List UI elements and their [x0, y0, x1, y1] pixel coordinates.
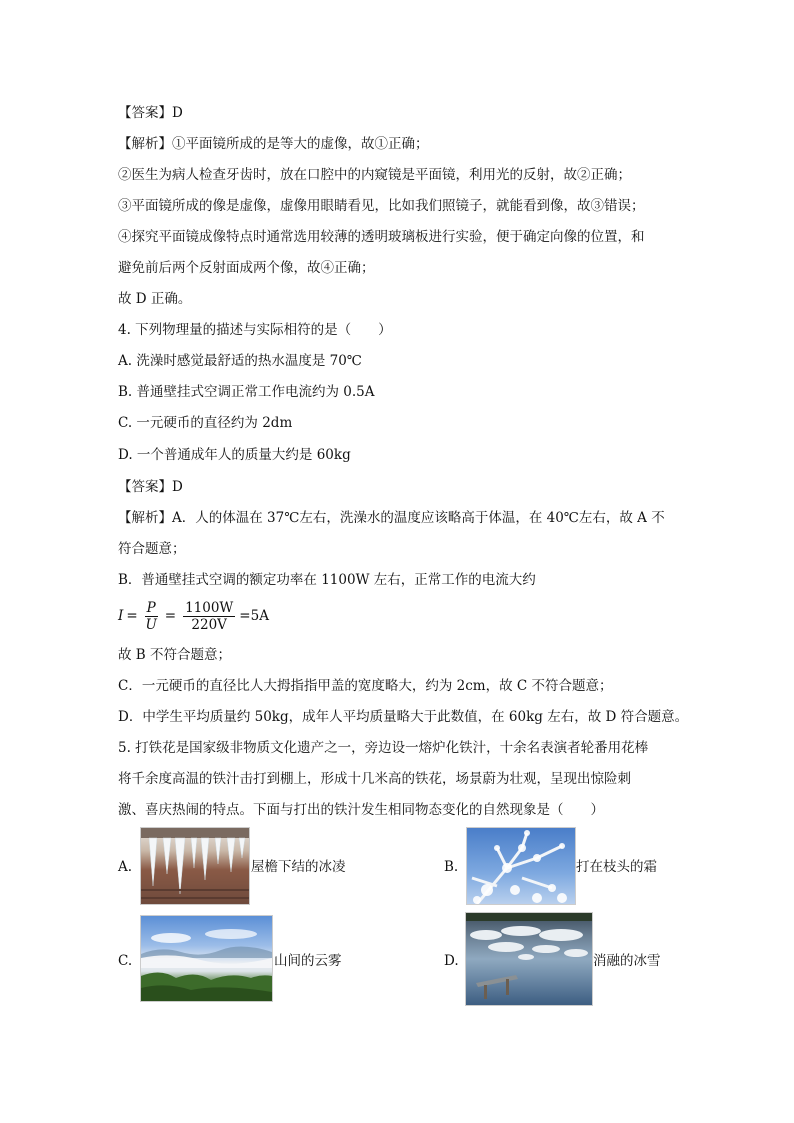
analysis-line: 故 B 不符合题意； [118, 647, 232, 663]
question-5-cont: 将千余度高温的铁汁击打到棚上，形成十几米高的铁花，场景蔚为壮观，呈现出惊险刺 [118, 771, 631, 787]
option-c-letter: C. [118, 953, 133, 969]
option-b-caption: 打在枝头的霜 [576, 859, 657, 875]
option-a: A. 洗澡时感觉最舒适的热水温度是 70℃ [118, 353, 362, 369]
option-d-letter: D. [444, 953, 459, 969]
option-b: B. 普通壁挂式空调正常工作电流约为 0.5A [118, 384, 375, 400]
formula-result: =5A [239, 608, 269, 624]
formula-num1: P [146, 599, 156, 616]
analysis-line: ④探究平面镜成像特点时通常选用较薄的透明玻璃板进行实验，便于确定向像的位置，和 [118, 229, 645, 245]
analysis-line: D．中学生平均质量约 50kg，成年人平均质量略大于此数值，在 60kg 左右，故 D 符合题意。 [118, 709, 689, 725]
melting-snow-photo-icon [465, 912, 593, 1006]
analysis-line: C．一元硬币的直径比人大拇指指甲盖的宽度略大，约为 2cm，故 C 不符合题意； [118, 678, 613, 694]
option-b-letter: B. [444, 859, 459, 875]
answer-line: 【答案】D [118, 479, 183, 495]
question-5: 5. 打铁花是国家级非物质文化遗产之一，旁边设一熔炉化铁汁，十余名表演者轮番用花棒 [118, 740, 649, 756]
option-a-letter: A. [118, 859, 133, 875]
analysis-line: ②医生为病人检查牙齿时，放在口腔中的内窥镜是平面镜，利用光的反射，故②正确； [118, 167, 631, 183]
formula-eq: = [164, 608, 177, 624]
current-formula [118, 596, 269, 636]
formula-den1: U [145, 616, 157, 633]
formula-eq: = [126, 608, 138, 624]
frost-branch-photo-icon [466, 827, 576, 905]
option-a-caption: 屋檐下结的冰凌 [251, 859, 346, 875]
fraction-pu [145, 600, 158, 633]
analysis-line: ③平面镜所成的像是虚像，虚像用眼睛看见，比如我们照镜子，就能看到像，故③错误； [118, 198, 645, 214]
icicles-photo-icon [140, 827, 250, 905]
option-d: D. 一个普通成年人的质量大约是 60kg [118, 447, 351, 463]
question-5-cont: 激、喜庆热闹的特点。下面与打出的铁汁发生相同物态变化的自然现象是（ ） [118, 802, 604, 818]
analysis-line: B．普通壁挂式空调的额定功率在 1100W 左右，正常工作的电流大约 [118, 572, 536, 588]
mountain-fog-photo-icon [140, 915, 273, 1002]
fraction-values [183, 600, 235, 633]
formula-den2: 220V [191, 616, 227, 633]
analysis-line: 避免前后两个反射面成两个像，故④正确； [118, 260, 375, 276]
conclusion-line: 故 D 正确。 [118, 291, 192, 307]
analysis-line: 【解析】A．人的体温在 37℃左右，洗澡水的温度应该略高于体温，在 40℃左右，故 A 不 [118, 510, 665, 526]
option-c-caption: 山间的云雾 [274, 953, 342, 969]
analysis-line: 符合题意； [118, 541, 186, 557]
formula-num2: 1100W [185, 599, 234, 616]
option-d-caption: 消融的冰雪 [593, 953, 661, 969]
answer-line: 【答案】D [118, 105, 183, 121]
analysis-line: 【解析】①平面镜所成的是等大的虚像，故①正确； [118, 136, 429, 152]
option-c: C. 一元硬币的直径约为 2dm [118, 415, 293, 431]
question-4: 4. 下列物理量的描述与实际相符的是（ ） [118, 322, 392, 338]
formula-lhs: I [118, 608, 124, 624]
